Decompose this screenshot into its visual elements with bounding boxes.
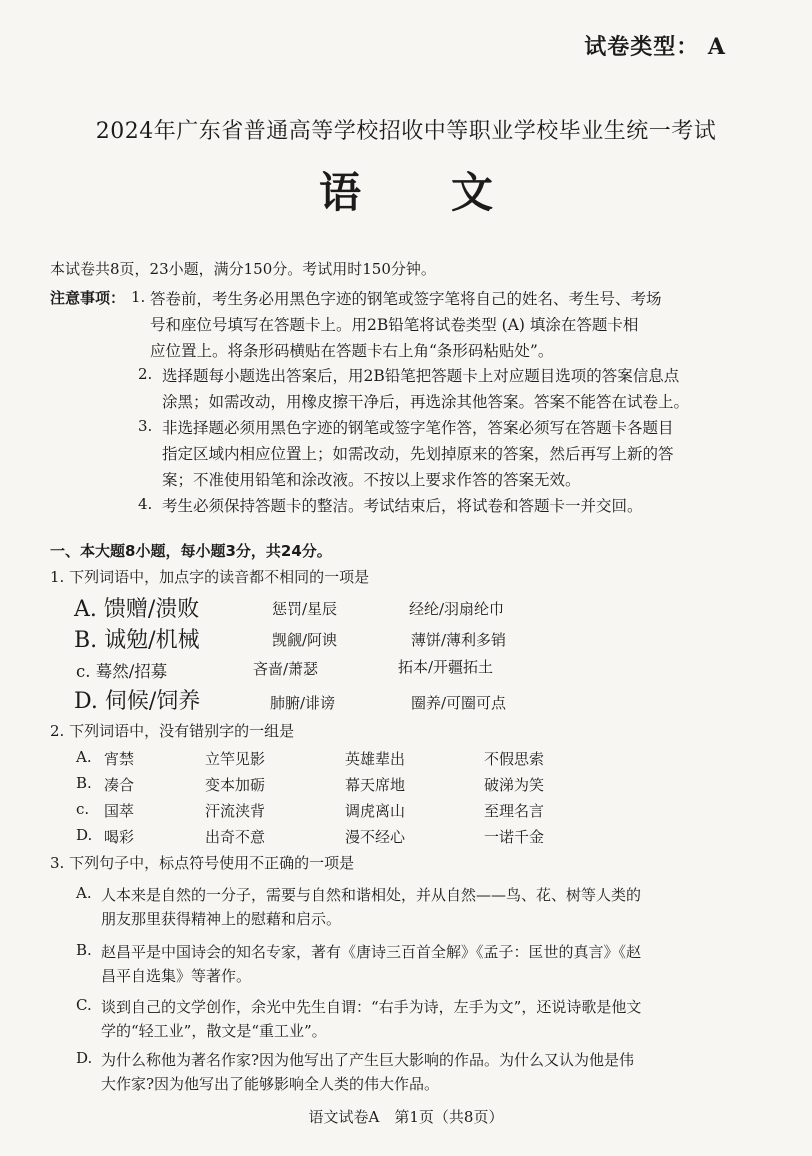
q1-option-a-pair-2: 惩罚/星辰 (272, 600, 338, 618)
question-3-stem: 3. 下列句子中，标点符号使用不正确的一项是 (50, 854, 355, 872)
subject-title: 语文 (318, 168, 583, 217)
notice-item-line: 非选择题必须用黑色字迹的钢笔或签字笔作答，答案必须写在答题卡各题目 (162, 419, 674, 437)
notice-item-number: 4. (138, 495, 153, 513)
notice-item-number: 3. (138, 417, 153, 435)
q1-option-a: A. 馈赠/溃败 (74, 597, 200, 622)
page-footer: 语文试卷A 第1页（共8页） (308, 1108, 504, 1126)
q3-option-line: 朋友那里获得精神上的慰藉和启示。 (101, 910, 342, 928)
q3-option-line: 谈到自己的文学创作，余光中先生自谓：“右手为诗，左手为文”，还说诗歌是他文 (101, 998, 642, 1016)
q2-word: 立竿见影 (205, 750, 266, 768)
q2-word: 漫不经心 (345, 828, 406, 846)
q2-word: 不假思索 (484, 750, 545, 768)
notice-item-line: 选择题每小题选出答案后，用2B铅笔把答题卡上对应题目选项的答案信息点 (162, 367, 680, 385)
q2-word: 凑合 (104, 776, 135, 794)
question-2-stem: 2. 下列词语中，没有错别字的一组是 (50, 722, 295, 740)
notice-item-line: 考生必须保持答题卡的整洁。考试结束后，将试卷和答题卡一并交回。 (162, 497, 643, 515)
q1-option-d-pair-2: 肺腑/诽谤 (270, 694, 336, 712)
q2-row-label: A. (76, 748, 92, 766)
notice-item-line: 涂黑；如需改动，用橡皮擦干净后，再选涂其他答案。答案不能答在试卷上。 (162, 393, 690, 411)
q1-option-c: c. 蓦然/招募 (76, 662, 168, 681)
notice-label: 注意事项： (50, 289, 126, 307)
exam-title: 2024年广东省普通高等学校招收中等职业学校毕业生统一考试 (95, 119, 717, 144)
q1-option-a-pair-3: 经纶/羽扇纶巾 (409, 600, 505, 618)
q2-row-label: c. (76, 800, 90, 818)
q2-word: 一诺千金 (484, 828, 545, 846)
q1-option-d: D. 伺候/饲养 (74, 689, 201, 714)
q3-option-line: 昌平自选集》等著作。 (101, 967, 252, 985)
paper-intro: 本试卷共8页，23小题，满分150分。考试用时150分钟。 (50, 260, 436, 278)
notice-item-line: 案；不准使用铅笔和涂改液。不按以上要求作答的答案无效。 (162, 471, 581, 489)
q3-option-label: B. (76, 941, 92, 959)
q2-word: 国萃 (104, 802, 135, 820)
q3-option-line: 学的“轻工业”，散文是“重工业”。 (101, 1022, 327, 1040)
notice-item-line: 答卷前，考生务必用黑色字迹的钢笔或签字笔将自己的姓名、考生号、考场 (150, 290, 662, 308)
question-1-stem: 1. 下列词语中，加点字的读音都不相同的一项是 (50, 568, 370, 586)
q1-option-d-pair-3: 圈养/可圈可点 (411, 694, 507, 712)
q3-option-line: 人本来是自然的一分子，需要与自然和谐相处，并从自然——鸟、花、树等人类的 (101, 886, 642, 904)
notice-item-number: 2. (138, 365, 153, 383)
q2-word: 幕天席地 (345, 776, 406, 794)
q2-row-label: D. (76, 826, 93, 844)
notice-item-line: 应位置上。将条形码横贴在答题卡右上角“条形码粘贴处”。 (150, 342, 554, 360)
q2-word: 喝彩 (104, 828, 135, 846)
notice-item-line: 指定区域内相应位置上；如需改动，先划掉原来的答案，然后再写上新的答 (162, 445, 674, 463)
q2-word: 汗流浃背 (205, 802, 266, 820)
q2-word: 变本加砺 (205, 776, 266, 794)
q3-option-line: 为什么称他为著名作家?因为他写出了产生巨大影响的作品。为什么又认为他是伟 (101, 1051, 635, 1069)
q2-word: 调虎离山 (345, 802, 406, 820)
q1-option-b-pair-3: 薄饼/薄利多销 (411, 631, 507, 649)
q2-word: 破涕为笑 (484, 776, 545, 794)
q1-option-b-pair-2: 觊觎/阿谀 (272, 631, 338, 649)
q3-option-label: A. (76, 884, 92, 902)
q3-option-label: D. (76, 1049, 93, 1067)
q3-option-line: 大作家?因为他写出了能够影响全人类的伟大作品。 (101, 1075, 440, 1093)
q2-word: 宵禁 (104, 750, 135, 768)
q2-word: 至理名言 (484, 802, 545, 820)
q1-option-c-pair-3: 拓本/开疆拓土 (398, 658, 494, 676)
q2-word: 出奇不意 (205, 828, 266, 846)
notice-item-number: 1. (131, 288, 146, 306)
q2-row-label: B. (76, 774, 92, 792)
q1-option-c-pair-2: 吝啬/萧瑟 (253, 660, 319, 678)
q3-option-line: 赵昌平是中国诗会的知名专家，著有《唐诗三百首全解》《孟子：匡世的真言》《赵 (101, 943, 642, 961)
q2-word: 英雄辈出 (345, 750, 406, 768)
section-heading: 一、本大题8小题，每小题3分，共24分。 (50, 542, 332, 560)
q3-option-label: C. (76, 996, 92, 1014)
notice-item-line: 号和座位号填写在答题卡上。用2B铅笔将试卷类型 (A) 填涂在答题卡相 (150, 316, 639, 334)
q1-option-b: B. 诚勉/机械 (74, 628, 200, 653)
paper-type: 试卷类型： A (584, 34, 726, 60)
